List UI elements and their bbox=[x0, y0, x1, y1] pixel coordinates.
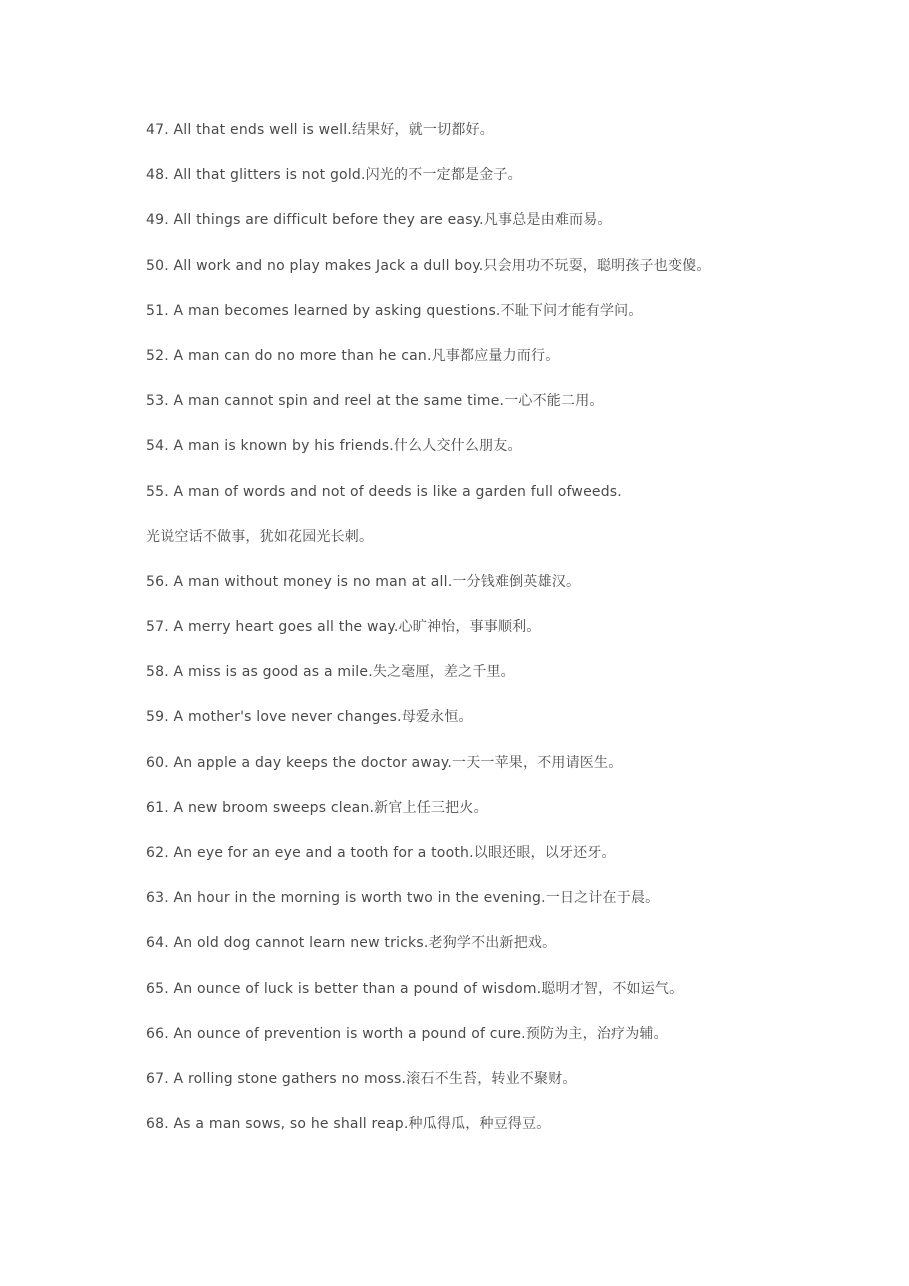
proverb-line: 50. All work and no play makes Jack a dull boy.只会用功不玩耍，聪明孩子也变傻。 bbox=[146, 257, 711, 274]
proverb-line: 54. A man is known by his friends.什么人交什么朋友。 bbox=[146, 438, 522, 455]
proverb-line: 61. A new broom sweeps clean.新官上任三把火。 bbox=[146, 799, 488, 816]
proverb-line: 53. A man cannot spin and reel at the same time.一心不能二用。 bbox=[146, 393, 604, 410]
proverb-line: 55. A man of words and not of deeds is like a garden full ofweeds. bbox=[146, 483, 622, 500]
proverb-line: 65. An ounce of luck is better than a pound of wisdom.聪明才智，不如运气。 bbox=[146, 980, 684, 997]
proverb-line: 59. A mother's love never changes.母爱永恒。 bbox=[146, 709, 473, 726]
proverb-line: 58. A miss is as good as a mile.失之毫厘，差之千里。 bbox=[146, 664, 515, 681]
proverb-line: 51. A man becomes learned by asking questions.不耻下问才能有学问。 bbox=[146, 302, 643, 319]
proverb-line: 68. As a man sows, so he shall reap.种瓜得瓜，种豆得豆。 bbox=[146, 1116, 551, 1133]
proverb-line: 63. An hour in the morning is worth two in the evening.一日之计在于晨。 bbox=[146, 890, 660, 907]
proverb-line: 49. All things are difficult before they are easy.凡事总是由难而易。 bbox=[146, 212, 612, 229]
proverb-line: 62. An eye for an eye and a tooth for a tooth.以眼还眼，以牙还牙。 bbox=[146, 845, 616, 861]
proverb-list bbox=[146, 118, 866, 1157]
proverb-line: 67. A rolling stone gathers no moss.滚石不生苔，转业不聚财。 bbox=[146, 1070, 577, 1087]
proverb-line: 47. All that ends well is well.结果好，就一切都好。 bbox=[146, 122, 494, 138]
proverb-line: 57. A merry heart goes all the way.心旷神怡，事事顺利。 bbox=[146, 619, 541, 636]
proverb-line: 52. A man can do no more than he can.凡事都应量力而行。 bbox=[146, 347, 560, 364]
proverb-line-continuation: 光说空话不做事，犹如花园光长刺。 bbox=[146, 528, 374, 545]
proverb-line: 60. An apple a day keeps the doctor away.一天一苹果，不用请医生。 bbox=[146, 754, 623, 771]
proverb-line: 64. An old dog cannot learn new tricks.老狗学不出新把戏。 bbox=[146, 935, 557, 952]
proverb-line: 56. A man without money is no man at all.一分钱难倒英雄汉。 bbox=[146, 573, 581, 590]
proverb-line: 48. All that glitters is not gold.闪光的不一定都是金子。 bbox=[146, 167, 522, 184]
proverb-line: 66. An ounce of prevention is worth a pound of cure.预防为主，治疗为辅。 bbox=[146, 1025, 668, 1042]
